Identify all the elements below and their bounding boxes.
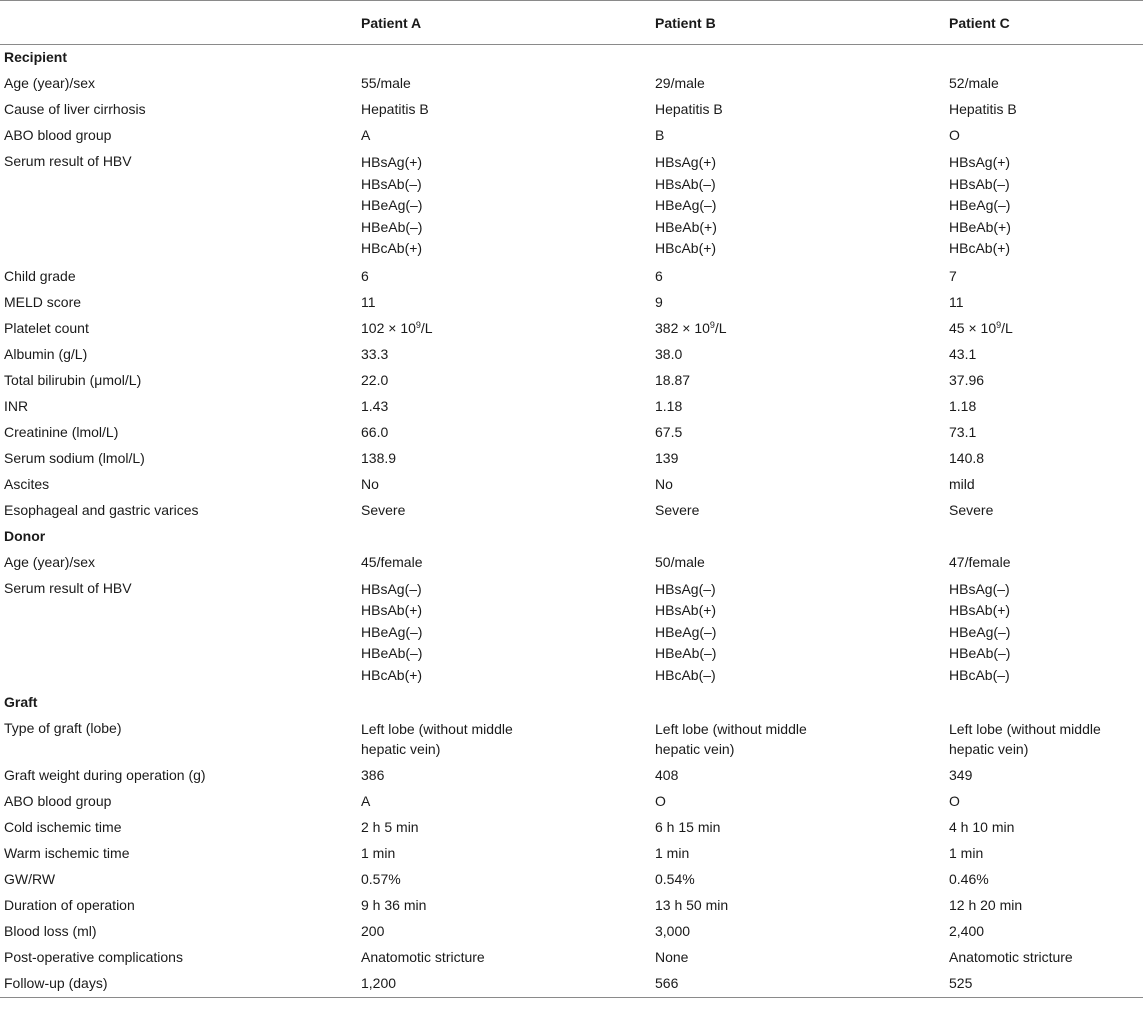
cell-line: HBsAg(+) xyxy=(949,154,1011,170)
table-row xyxy=(0,498,1143,524)
table-cell: 525 xyxy=(949,975,973,991)
cell-line: HBeAg(–) xyxy=(949,197,1011,213)
table-cell: mild xyxy=(949,475,975,492)
cell-line: HBeAb(–) xyxy=(949,645,1011,661)
table-row xyxy=(0,576,1143,691)
table-cell: 13 h 50 min xyxy=(655,897,729,913)
table-cell: Anatomotic stricture xyxy=(361,949,485,965)
header-row xyxy=(0,1,1143,45)
row-label: Serum sodium (lmol/L) xyxy=(4,449,145,466)
table-cell xyxy=(655,576,949,691)
table-row xyxy=(0,342,1143,368)
table-cell: None xyxy=(655,949,689,965)
row-label: Serum result of HBV xyxy=(4,579,132,596)
table-cell: 22.0 xyxy=(361,371,389,388)
table-row xyxy=(0,368,1143,394)
table-cell: O xyxy=(949,793,960,809)
table-cell: 4 h 10 min xyxy=(949,819,1015,835)
table-cell: 50/male xyxy=(655,553,705,570)
table-cell: 11 xyxy=(949,293,964,310)
table-cell: 1 min xyxy=(949,845,984,861)
cell-line: hepatic vein) xyxy=(949,741,1029,757)
cell-line: HBeAb(–) xyxy=(361,645,423,661)
cell-line: HBeAb(–) xyxy=(655,645,717,661)
row-label: Age (year)/sex xyxy=(4,553,96,570)
row-label: Post-operative complications xyxy=(4,949,183,965)
row-label: Total bilirubin (μmol/L) xyxy=(4,371,142,388)
cell-line: HBcAb(+) xyxy=(361,240,423,256)
table-cell: $382 \times 10^9/L$ xyxy=(655,319,727,336)
table-cell xyxy=(361,716,655,763)
superscript: 9 xyxy=(709,319,715,330)
empty-cell xyxy=(361,524,655,550)
table-row xyxy=(0,290,1143,316)
table-cell: 6 xyxy=(655,267,663,284)
row-label: MELD score xyxy=(4,293,82,310)
table-cell: No xyxy=(361,475,379,492)
table-cell: 67.5 xyxy=(655,423,683,440)
cell-line: Left lobe (without middle xyxy=(949,721,1101,737)
header-cell-patient-a: Patient A xyxy=(361,1,655,45)
section-row xyxy=(0,690,1143,716)
table-row xyxy=(0,815,1143,841)
empty-cell xyxy=(655,524,949,550)
row-label: Esophageal and gastric varices xyxy=(4,501,199,518)
table-header xyxy=(0,1,1143,45)
table-row xyxy=(0,316,1143,342)
table-cell: O xyxy=(949,127,960,143)
table-cell xyxy=(361,576,655,691)
table-cell: 7 xyxy=(949,267,957,284)
table-cell: 3,000 xyxy=(655,923,691,939)
header-cell-patient-c: Patient C xyxy=(949,1,1143,45)
cell-line: HBeAg(–) xyxy=(949,623,1011,640)
table-cell: 408 xyxy=(655,767,679,783)
table-cell xyxy=(655,149,949,264)
row-label: Blood loss (ml) xyxy=(4,923,97,939)
table-cell: 2,400 xyxy=(949,923,985,939)
table-row xyxy=(0,472,1143,498)
section-row xyxy=(0,45,1143,72)
table-cell: A xyxy=(361,127,371,143)
table-cell: 1.18 xyxy=(949,397,977,414)
table-cell: 6 h 15 min xyxy=(655,819,721,835)
table-row xyxy=(0,893,1143,919)
table-cell xyxy=(949,716,1143,763)
table-row xyxy=(0,420,1143,446)
table-cell: 52/male xyxy=(949,75,999,91)
cell-line: HBsAb(–) xyxy=(361,175,422,192)
table-cell: 55/male xyxy=(361,75,411,91)
row-label: Albumin (g/L) xyxy=(4,345,88,362)
empty-cell xyxy=(361,45,655,72)
table-cell: 33.3 xyxy=(361,345,389,362)
table-cell xyxy=(655,716,949,763)
table-row xyxy=(0,550,1143,576)
table-cell: 43.1 xyxy=(949,345,977,362)
cell-line: HBsAg(–) xyxy=(655,580,716,597)
row-label: Platelet count xyxy=(4,319,89,336)
table-cell: 12 h 20 min xyxy=(949,897,1023,913)
table-cell: Anatomotic stricture xyxy=(949,949,1073,965)
row-label: Child grade xyxy=(4,267,76,284)
header-cell-blank xyxy=(0,1,361,45)
table-cell: 0.46% xyxy=(949,871,989,887)
section-heading: Recipient xyxy=(4,49,68,65)
cell-line: HBeAg(–) xyxy=(655,623,717,640)
table-cell: 47/female xyxy=(949,553,1011,570)
cell-line: HBsAg(+) xyxy=(361,154,423,170)
section-heading: Donor xyxy=(4,527,46,544)
cell-line: HBsAb(–) xyxy=(655,175,716,192)
table-cell: Hepatitis B xyxy=(361,101,429,117)
table-cell: B xyxy=(655,127,665,143)
cell-line: HBsAb(+) xyxy=(949,602,1011,618)
table-cell xyxy=(949,149,1143,264)
table-row xyxy=(0,763,1143,789)
cell-line: HBeAg(–) xyxy=(361,197,423,213)
table-cell: 2 h 5 min xyxy=(361,819,419,835)
superscript: 9 xyxy=(996,319,1002,330)
cell-line: HBeAb(+) xyxy=(655,218,717,235)
table-row xyxy=(0,97,1143,123)
cell-line: Left lobe (without middle xyxy=(361,721,513,737)
table-row xyxy=(0,446,1143,472)
table-row xyxy=(0,919,1143,945)
section-heading: Graft xyxy=(4,694,38,710)
row-label: GW/RW xyxy=(4,871,56,887)
table-cell: 6 xyxy=(361,267,369,284)
table-cell: 1 min xyxy=(655,845,690,861)
row-label: Follow-up (days) xyxy=(4,975,108,991)
table-cell: 138.9 xyxy=(361,449,397,466)
cell-line: HBcAb(+) xyxy=(949,240,1011,256)
table-body xyxy=(0,45,1143,998)
row-label: INR xyxy=(4,397,29,414)
row-label: Graft weight during operation (g) xyxy=(4,767,206,783)
table-cell: 566 xyxy=(655,975,679,991)
table-cell: Hepatitis B xyxy=(949,101,1017,117)
table-cell: 386 xyxy=(361,767,385,783)
table-cell xyxy=(949,576,1143,691)
cell-line: HBsAg(+) xyxy=(655,154,717,170)
cell-line: HBsAb(+) xyxy=(655,602,717,618)
table-cell: 45/female xyxy=(361,553,423,570)
row-label: ABO blood group xyxy=(4,793,112,809)
table-cell xyxy=(361,149,655,264)
table-cell: 0.54% xyxy=(655,871,695,887)
cell-line: HBcAb(–) xyxy=(949,666,1010,683)
table-cell: 349 xyxy=(949,767,973,783)
table-cell: 73.1 xyxy=(949,423,977,440)
table-cell: Severe xyxy=(361,501,406,518)
table-row xyxy=(0,716,1143,763)
superscript: 9 xyxy=(415,319,421,330)
table-cell: Hepatitis B xyxy=(655,101,723,117)
table-cell: 66.0 xyxy=(361,423,389,440)
section-row xyxy=(0,524,1143,550)
table-cell: $102 \times 10^9/L$ xyxy=(361,319,433,336)
table-cell: 200 xyxy=(361,923,385,939)
table-row xyxy=(0,264,1143,290)
row-label: Age (year)/sex xyxy=(4,75,96,91)
table-cell: 9 xyxy=(655,293,663,310)
row-label: Type of graft (lobe) xyxy=(4,720,122,736)
row-label: Creatinine (lmol/L) xyxy=(4,423,119,440)
table-row xyxy=(0,867,1143,893)
table-cell: A xyxy=(361,793,371,809)
table-cell: O xyxy=(655,793,666,809)
cell-line: HBcAb(+) xyxy=(361,666,423,683)
cell-line: HBsAb(+) xyxy=(361,602,423,618)
table-cell: 139 xyxy=(655,449,679,466)
cell-line: HBsAb(–) xyxy=(949,175,1010,192)
row-label: Warm ischemic time xyxy=(4,845,130,861)
table-cell: $45 \times 10^9/L$ xyxy=(949,319,1013,336)
table-row xyxy=(0,71,1143,97)
table-cell: No xyxy=(655,475,673,492)
row-label: Cold ischemic time xyxy=(4,819,122,835)
empty-cell xyxy=(949,524,1143,550)
cell-line: HBsAg(–) xyxy=(361,580,422,597)
cell-line: Left lobe (without middle xyxy=(655,721,807,737)
table-row xyxy=(0,123,1143,149)
cell-line: hepatic vein) xyxy=(655,741,735,757)
table-cell: 37.96 xyxy=(949,371,985,388)
cell-line: hepatic vein) xyxy=(361,741,441,757)
cell-line: HBcAb(–) xyxy=(655,666,716,683)
cell-line: HBeAg(–) xyxy=(655,197,717,213)
empty-cell xyxy=(655,690,949,716)
table-cell: 38.0 xyxy=(655,345,683,362)
table-cell: Severe xyxy=(949,501,994,518)
table-cell: 0.57% xyxy=(361,871,401,887)
table-cell: 9 h 36 min xyxy=(361,897,427,913)
table-cell: 18.87 xyxy=(655,371,691,388)
table-cell: Severe xyxy=(655,501,700,518)
table-cell: 1,200 xyxy=(361,975,397,991)
empty-cell xyxy=(949,45,1143,72)
table-row xyxy=(0,789,1143,815)
table-cell: 11 xyxy=(361,293,376,310)
row-label: ABO blood group xyxy=(4,127,112,143)
row-label: Ascites xyxy=(4,475,50,492)
cell-line: HBeAb(+) xyxy=(949,218,1011,235)
table-cell: 1.43 xyxy=(361,397,389,414)
table-cell: 1.18 xyxy=(655,397,683,414)
cell-line: HBsAg(–) xyxy=(949,580,1010,597)
row-label: Duration of operation xyxy=(4,897,135,913)
table-cell: 1 min xyxy=(361,845,396,861)
empty-cell xyxy=(361,690,655,716)
row-label: Cause of liver cirrhosis xyxy=(4,101,146,117)
cell-line: HBcAb(+) xyxy=(655,240,717,256)
table-row xyxy=(0,971,1143,998)
empty-cell xyxy=(949,690,1143,716)
empty-cell xyxy=(655,45,949,72)
table-row xyxy=(0,394,1143,420)
table-row xyxy=(0,149,1143,264)
row-label: Serum result of HBV xyxy=(4,153,132,169)
cell-line: HBeAg(–) xyxy=(361,623,423,640)
table-cell: 29/male xyxy=(655,75,705,91)
table-row xyxy=(0,841,1143,867)
table-row xyxy=(0,945,1143,971)
cell-line: HBeAb(–) xyxy=(361,218,423,235)
table-cell: 140.8 xyxy=(949,449,985,466)
header-cell-patient-b: Patient B xyxy=(655,1,949,45)
